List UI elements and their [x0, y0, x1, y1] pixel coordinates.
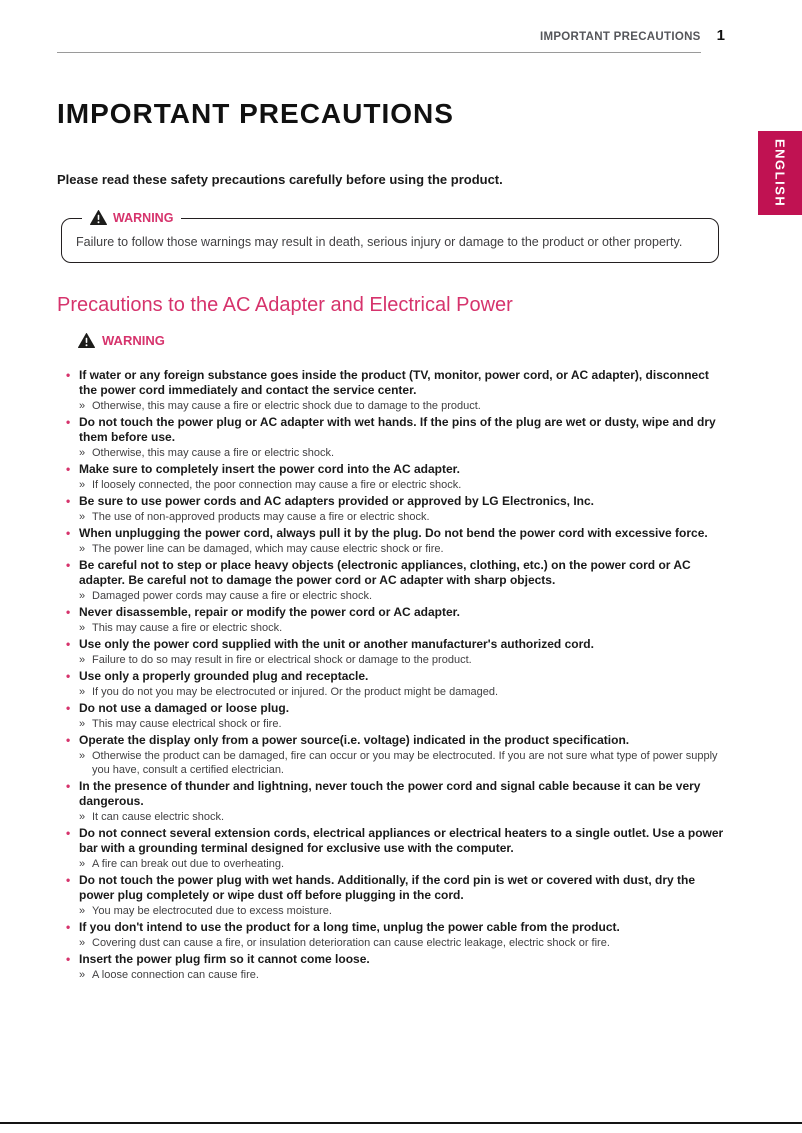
precaution-main [57, 826, 729, 856]
precaution-text: When unplugging the power cord, always pull it by the plug. Do not bend the power cord with excessive force. [79, 526, 708, 540]
bullet-icon: • [66, 873, 71, 887]
precaution-main [57, 526, 729, 541]
bullet-icon: • [66, 605, 71, 619]
subnote-text: Otherwise, this may cause a fire or electric shock due to damage to the product. [92, 400, 481, 412]
precaution-item [57, 637, 729, 667]
precaution-subnotes [57, 749, 729, 777]
precaution-item [57, 733, 729, 777]
bullet-icon: • [66, 415, 71, 429]
precaution-item [57, 669, 729, 699]
precaution-main [57, 368, 729, 398]
bullet-icon: • [66, 526, 71, 540]
bullet-icon: • [66, 826, 71, 840]
double-angle-bullet: » [79, 590, 86, 602]
precaution-main [57, 637, 729, 652]
precaution-item [57, 494, 729, 524]
precaution-main [57, 558, 729, 588]
warning-icon [90, 210, 107, 225]
precaution-subnote [79, 589, 729, 603]
bullet-icon: • [66, 701, 71, 715]
precaution-subnotes [57, 653, 729, 667]
double-angle-bullet: » [79, 622, 86, 634]
bullet-icon: • [66, 558, 71, 572]
precaution-text: Make sure to completely insert the power cord into the AC adapter. [79, 462, 460, 476]
warning-icon [78, 333, 95, 348]
double-angle-bullet: » [79, 750, 86, 762]
double-angle-bullet: » [79, 937, 86, 949]
subnote-text: Damaged power cords may cause a fire or electric shock. [92, 590, 373, 602]
precaution-item [57, 873, 729, 918]
subnote-text: The use of non-approved products may cause a fire or electric shock. [92, 511, 430, 523]
precaution-item [57, 920, 729, 950]
precaution-subnote [79, 446, 729, 460]
precaution-subnote [79, 685, 729, 699]
precaution-subnote [79, 968, 729, 982]
precaution-main [57, 873, 729, 903]
section-warning-text: WARNING [102, 333, 165, 348]
precaution-main [57, 415, 729, 445]
precaution-subnotes [57, 446, 729, 460]
content-area [57, 100, 729, 984]
subnote-text: It can cause electric shock. [92, 811, 225, 823]
precaution-text: Operate the display only from a power source(i.e. voltage) indicated in the product specification. [79, 733, 630, 747]
warning-box [61, 210, 719, 263]
precaution-subnote [79, 653, 729, 667]
precaution-text: Do not touch the power plug or AC adapter with wet hands. If the pins of the plug are wet or dusty, wipe and dry them before use. [79, 415, 716, 444]
precaution-text: If water or any foreign substance goes inside the product (TV, monitor, power cord, or AC adapter), disconnect the power cord immediately and contact the service center. [79, 368, 709, 397]
subnote-text: This may cause a fire or electric shock. [92, 622, 283, 634]
precaution-subnotes [57, 936, 729, 950]
precaution-main [57, 779, 729, 809]
precaution-item [57, 605, 729, 635]
precaution-subnotes [57, 810, 729, 824]
document-title: IMPORTANT PRECAUTIONS [57, 98, 454, 129]
double-angle-bullet: » [79, 447, 86, 459]
warning-label-text: WARNING [113, 210, 174, 225]
precaution-text: If you don't intend to use the product for a long time, unplug the power cable from the product. [79, 920, 620, 934]
double-angle-bullet: » [79, 400, 86, 412]
subnote-text: Otherwise, this may cause a fire or electric shock. [92, 447, 335, 459]
precaution-subnotes [57, 685, 729, 699]
precaution-text: Do not connect several extension cords, electrical appliances or electrical heaters to a single outlet. Use a power bar with a grounding terminal designed for exclusive use with the computer. [79, 826, 724, 855]
precaution-subnotes [57, 510, 729, 524]
subnote-text: A fire can break out due to overheating. [92, 858, 285, 870]
precaution-text: Do not use a damaged or loose plug. [79, 701, 290, 715]
precaution-subnotes [57, 399, 729, 413]
precaution-subnote [79, 542, 729, 556]
precaution-subnotes [57, 589, 729, 603]
subnote-text: Otherwise the product can be damaged, fire can occur or you may be electrocuted. If you are not sure what type of power supply you have, consult a certified electrician. [92, 750, 718, 776]
double-angle-bullet: » [79, 479, 86, 491]
precaution-list [57, 368, 729, 982]
precaution-text: Use only the power cord supplied with the unit or another manufacturer's authorized cord. [79, 637, 594, 651]
bullet-icon: • [66, 952, 71, 966]
precaution-subnotes [57, 904, 729, 918]
double-angle-bullet: » [79, 654, 86, 666]
precaution-main [57, 462, 729, 477]
precaution-main [57, 920, 729, 935]
precaution-text: In the presence of thunder and lightning, never touch the power cord and signal cable because it can be very dangerous. [79, 779, 701, 808]
precaution-subnotes [57, 478, 729, 492]
bullet-icon: • [66, 368, 71, 382]
subnote-text: If loosely connected, the poor connection may cause a fire or electric shock. [92, 479, 462, 491]
subnote-text: The power line can be damaged, which may cause electric shock or fire. [92, 543, 444, 555]
precaution-item [57, 558, 729, 603]
precaution-item [57, 462, 729, 492]
precaution-main [57, 669, 729, 684]
precaution-item [57, 368, 729, 413]
bullet-icon: • [66, 733, 71, 747]
running-header-title: IMPORTANT PRECAUTIONS [539, 31, 701, 43]
section-heading: Precautions to the AC Adapter and Electrical Power [57, 294, 513, 316]
precaution-subnote [79, 399, 729, 413]
subnote-text: This may cause electrical shock or fire. [92, 718, 282, 730]
precaution-item [57, 826, 729, 871]
precaution-subnotes [57, 717, 729, 731]
precaution-main [57, 605, 729, 620]
bullet-icon: • [66, 462, 71, 476]
bullet-icon: • [66, 779, 71, 793]
precaution-main [57, 701, 729, 716]
page-header [57, 27, 725, 53]
double-angle-bullet: » [79, 811, 86, 823]
precaution-text: Do not touch the power plug with wet hands. Additionally, if the cord pin is wet or covered with dust, dry the power plug completely or wipe dust off before plugging in the cord. [79, 873, 696, 902]
subnote-text: Covering dust can cause a fire, or insulation deterioration can cause electric leakage, electric shock or fire. [92, 937, 610, 949]
precaution-subnote [79, 936, 729, 950]
subnote-text: Failure to do so may result in fire or electrical shock or damage to the product. [92, 654, 472, 666]
precaution-text: Never disassemble, repair or modify the power cord or AC adapter. [79, 605, 461, 619]
precaution-subnotes [57, 968, 729, 982]
precaution-subnotes [57, 857, 729, 871]
intro-text: Please read these safety precautions carefully before using the product. [57, 172, 503, 187]
bullet-icon: • [66, 494, 71, 508]
precaution-text: Be sure to use power cords and AC adapters provided or approved by LG Electronics, Inc. [79, 494, 595, 508]
header-rule [57, 27, 701, 53]
double-angle-bullet: » [79, 511, 86, 523]
double-angle-bullet: » [79, 718, 86, 730]
precaution-subnotes [57, 542, 729, 556]
bullet-icon: • [66, 669, 71, 683]
precaution-subnote [79, 478, 729, 492]
bullet-icon: • [66, 920, 71, 934]
page-number: 1 [716, 27, 725, 44]
precaution-text: Insert the power plug firm so it cannot come loose. [79, 952, 370, 966]
precaution-subnote [79, 904, 729, 918]
subnote-text: You may be electrocuted due to excess moisture. [92, 905, 332, 917]
precaution-item [57, 952, 729, 982]
precaution-item [57, 779, 729, 824]
bullet-icon: • [66, 637, 71, 651]
precaution-item [57, 415, 729, 460]
double-angle-bullet: » [79, 905, 86, 917]
double-angle-bullet: » [79, 969, 86, 981]
precaution-subnote [79, 510, 729, 524]
subnote-text: If you do not you may be electrocuted or injured. Or the product might be damaged. [92, 686, 499, 698]
precaution-subnote [79, 749, 729, 777]
language-tab [758, 131, 802, 215]
bottom-rule [0, 1122, 802, 1124]
warning-box-label [82, 210, 181, 225]
subnote-text: A loose connection can cause fire. [92, 969, 259, 981]
precaution-main [57, 733, 729, 748]
precaution-subnote [79, 857, 729, 871]
section-warning-label [78, 333, 729, 348]
precaution-item [57, 526, 729, 556]
warning-box-text: Failure to follow those warnings may result in death, serious injury or damage to the product or other property. [76, 235, 683, 249]
language-tab-label: ENGLISH [772, 138, 788, 208]
precaution-main [57, 952, 729, 967]
precaution-main [57, 494, 729, 509]
precaution-subnote [79, 621, 729, 635]
precaution-text: Be careful not to step or place heavy objects (electronic appliances, clothing, etc.) on the power cord or AC adapter. Be careful not to damage the power cord or AC adapter with sharp objects. [79, 558, 691, 587]
double-angle-bullet: » [79, 858, 86, 870]
precaution-subnote [79, 810, 729, 824]
precaution-text: Use only a properly grounded plug and receptacle. [79, 669, 369, 683]
double-angle-bullet: » [79, 686, 86, 698]
precaution-subnotes [57, 621, 729, 635]
double-angle-bullet: » [79, 543, 86, 555]
precaution-item [57, 701, 729, 731]
precaution-subnote [79, 717, 729, 731]
